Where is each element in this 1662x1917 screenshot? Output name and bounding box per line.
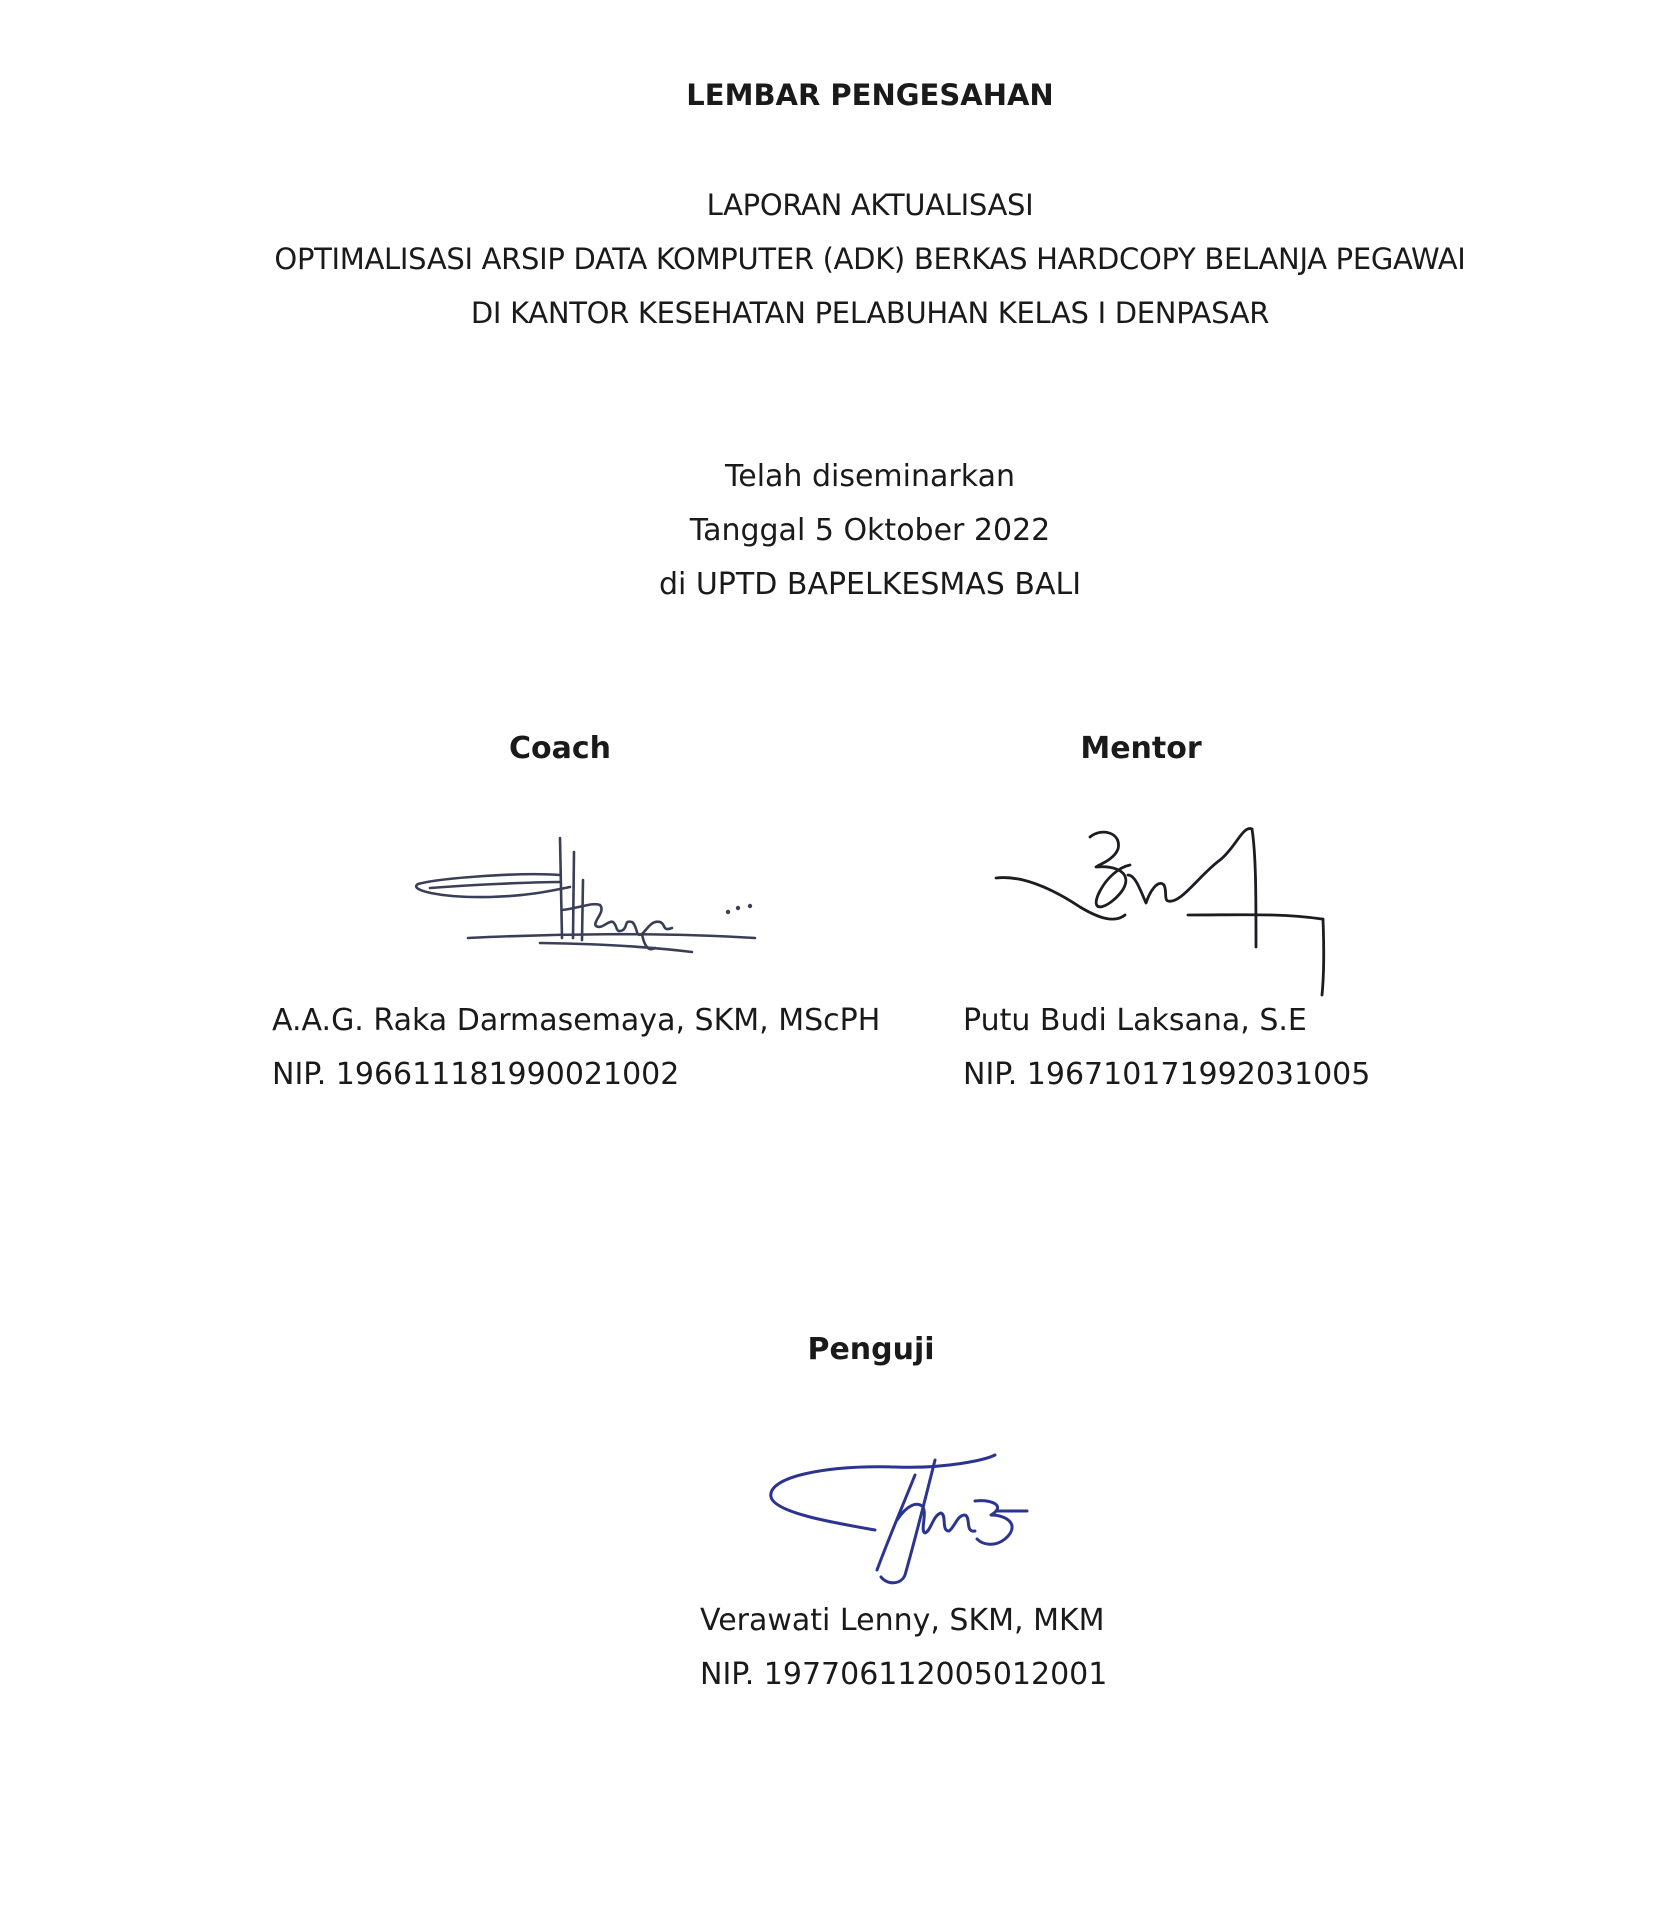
examiner-role-label: Penguji [807,1332,935,1367]
coach-signature [410,830,770,965]
mentor-name: Putu Budi Laksana, S.E [963,1003,1307,1038]
mentor-role-label: Mentor [1080,731,1202,766]
examiner-signature [765,1445,1045,1585]
coach-nip: NIP. 196611181990021002 [272,1057,680,1092]
coach-name: A.A.G. Raka Darmasemaya, SKM, MScPH [272,1003,881,1038]
page-title: LEMBAR PENGESAHAN [686,78,1054,112]
coach-role-label: Coach [508,731,611,766]
seminar-venue-line: di UPTD BAPELKESMAS BALI [658,567,1082,602]
report-type-line: LAPORAN AKTUALISASI [706,188,1034,222]
seminar-date-line: Tanggal 5 Oktober 2022 [689,513,1051,548]
examiner-nip: NIP. 197706112005012001 [700,1657,1108,1692]
report-location-line: DI KANTOR KESEHATAN PELABUHAN KELAS I DENPASAR [470,296,1270,330]
report-title-line: OPTIMALISASI ARSIP DATA KOMPUTER (ADK) BERKAS HARDCOPY BELANJA PEGAWAI [274,242,1466,276]
seminar-status-line: Telah diseminarkan [725,459,1015,494]
mentor-signature [990,815,1350,1000]
mentor-nip: NIP. 196710171992031005 [963,1057,1371,1092]
examiner-name: Verawati Lenny, SKM, MKM [700,1603,1105,1638]
